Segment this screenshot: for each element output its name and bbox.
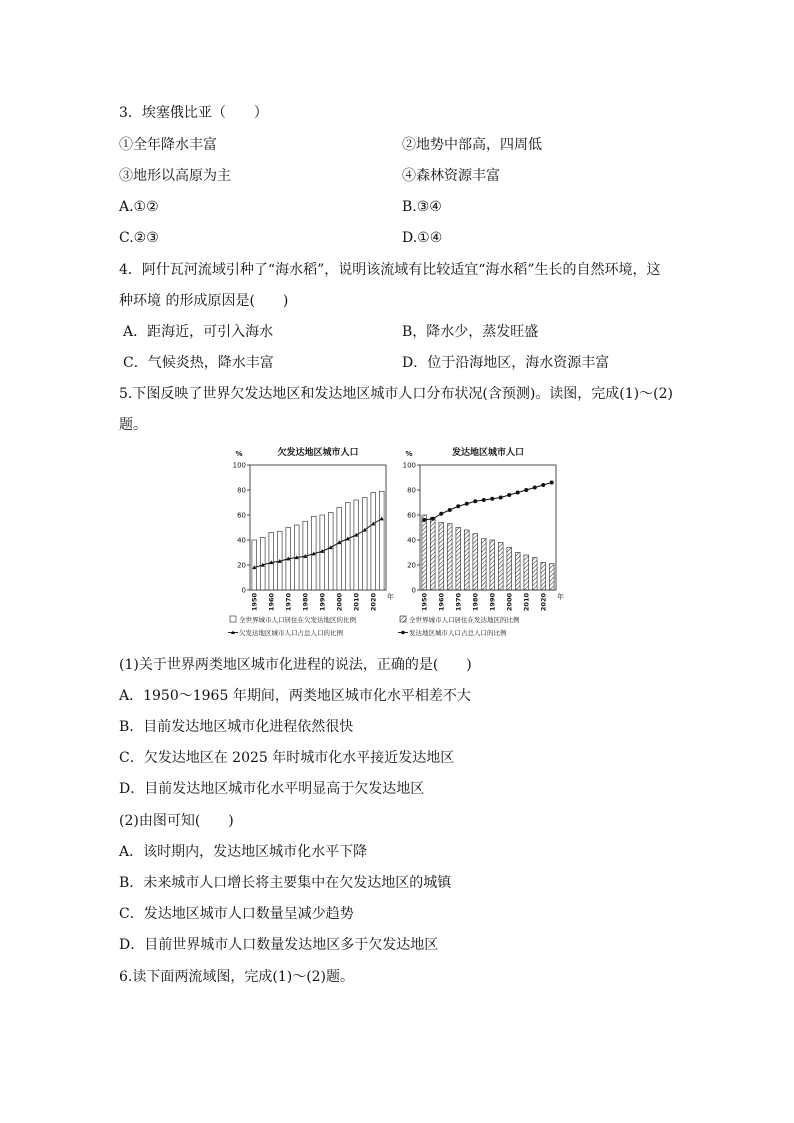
chart-title: 发达地区城市人口 [451,448,525,458]
y-tick-label: 100 [402,461,416,470]
line-point [448,508,452,512]
bar [515,553,520,591]
legend-bar-label: 全世界城市人口居住在发达地区的比例 [409,616,520,624]
y-tick-label: 20 [407,561,416,570]
bar [498,543,503,591]
x-tick-label: 1950 [250,593,259,612]
q3-stem: 3．埃塞俄比亚（ ） [119,105,268,121]
bar [362,498,367,591]
line-point [524,488,528,492]
bar [422,515,427,590]
line-point [482,498,486,502]
line-point [473,499,477,503]
x-tick-label: 1970 [454,593,463,612]
x-tick-label: 2020 [369,593,378,612]
bar [439,523,444,591]
chart-developed [396,442,572,638]
y-tick-label: 0 [241,586,246,595]
x-tick-label: 1980 [471,593,480,612]
chart-less-developed [226,442,394,638]
legend-line-label: 发达地区城市人口占总人口的比例 [409,629,507,637]
line-point [516,491,520,495]
bar [337,508,342,591]
series-line [424,483,552,521]
x-tick-label: 1960 [267,593,276,612]
q4-option-d: D．位于沿海地区，海水资源丰富 [402,355,610,371]
y-axis-unit: % [235,450,243,458]
bar [541,563,546,591]
q4-option-a: A．距海近，可引入海水 [123,324,274,340]
bar [507,548,512,591]
bar [354,500,359,590]
bar [532,558,537,591]
q4-option-b: B，降水少，蒸发旺盛 [402,324,539,340]
q5-1-option-d: D．目前发达地区城市化水平明显高于欠发达地区 [119,781,425,797]
q5-1-option-a: A．1950～1965 年期间，两类地区城市化水平相差不大 [119,688,471,704]
q3-statement-4: ④森林资源丰富 [402,168,500,184]
q4-stem-line2: 种环境 的形成原因是( ) [119,293,289,309]
x-tick-label: 1970 [284,593,293,612]
x-tick-label: 2000 [335,593,344,612]
y-tick-label: 100 [232,461,246,470]
bar [524,555,529,590]
x-axis-unit: 年 [387,593,394,601]
q3-option-a: A.①② [119,199,159,215]
x-tick-label: 1960 [437,593,446,612]
legend-bar-label: 全世界城市人口居住在欠发达地区的比例 [239,616,356,624]
bar [430,518,435,591]
y-axis-unit: % [405,450,413,458]
y-tick-label: 20 [237,561,246,570]
bar [447,524,452,590]
q5-1-option-c: C．欠发达地区在 2025 年时城市化水平接近发达地区 [119,750,455,766]
bar [456,528,461,591]
line-point [439,512,443,516]
y-tick-label: 40 [237,536,246,545]
q3-option-c: C.②③ [119,230,159,246]
x-tick-label: 2020 [539,593,548,612]
line-point [465,502,469,506]
bar [345,503,350,591]
q3-statement-3: ③地形以高原为主 [119,168,231,184]
legend-line-marker [401,631,405,635]
q4-stem-line1: 4．阿什瓦河流域引种了“海水稻”，说明该流域有比较适宜“海水稻”生长的自然环境，这 [119,262,661,278]
q5-2-stem: (2)由图可知( ) [119,813,234,829]
y-tick-label: 80 [237,486,246,495]
q3-option-b: B.③④ [402,199,442,215]
line-point [422,518,426,522]
x-tick-label: 1980 [301,593,310,612]
line-point [456,504,460,508]
q3-option-d: D.①④ [402,230,443,246]
y-tick-label: 0 [411,586,416,595]
q5-2-option-a: A．该时期内，发达地区城市化水平下降 [119,844,368,860]
q3-statement-2: ②地势中部高，四周低 [402,137,542,153]
q3-statement-1: ①全年降水丰富 [119,137,217,153]
q5-stem-line2: 题。 [119,417,147,433]
bar [473,534,478,590]
q4-option-c: C．气候炎热，降水丰富 [123,355,274,371]
y-tick-label: 60 [237,511,246,520]
q5-2-option-d: D．目前世界城市人口数量发达地区多于欠发达地区 [119,937,439,953]
x-tick-label: 1950 [420,593,429,612]
x-axis-unit: 年 [557,593,564,601]
chart-title: 欠发达地区城市人口 [277,448,359,458]
line-point [431,517,435,521]
bar [371,493,376,591]
bar [464,530,469,590]
legend-bar-swatch [230,616,236,622]
x-tick-label: 2010 [352,593,361,612]
line-point [550,481,554,485]
x-tick-label: 1990 [318,593,327,612]
line-point [499,496,503,500]
q5-1-stem: (1)关于世界两类地区城市化进程的说法，正确的是( ) [119,657,472,673]
line-point [533,486,537,490]
bar [252,540,257,590]
bar [379,491,384,590]
q6-stem: 6.读下面两流域图，完成(1)～(2)题。 [119,969,355,985]
legend-bar-swatch [400,616,406,622]
y-tick-label: 80 [407,486,416,495]
bar [490,540,495,590]
x-tick-label: 2010 [522,593,531,612]
y-tick-label: 60 [407,511,416,520]
q5-2-option-b: B．未来城市人口增长将主要集中在欠发达地区的城镇 [119,875,452,891]
line-point [507,493,511,497]
legend-line-label: 欠发达地区城市人口占总人口的比例 [239,629,343,637]
line-point [490,497,494,501]
line-point [541,483,545,487]
y-tick-label: 40 [407,536,416,545]
bar [549,564,554,590]
q5-stem-line1: 5.下图反映了世界欠发达地区和发达地区城市人口分布状况(含预测)。读图，完成(1)～(2) [119,386,673,402]
x-tick-label: 2000 [505,593,514,612]
q5-1-option-b: B．目前发达地区城市化进程依然很快 [119,719,354,735]
bar [481,539,486,590]
bar [328,513,333,591]
q5-2-option-c: C．发达地区城市人口数量呈减少趋势 [119,906,354,922]
x-tick-label: 1990 [488,593,497,612]
